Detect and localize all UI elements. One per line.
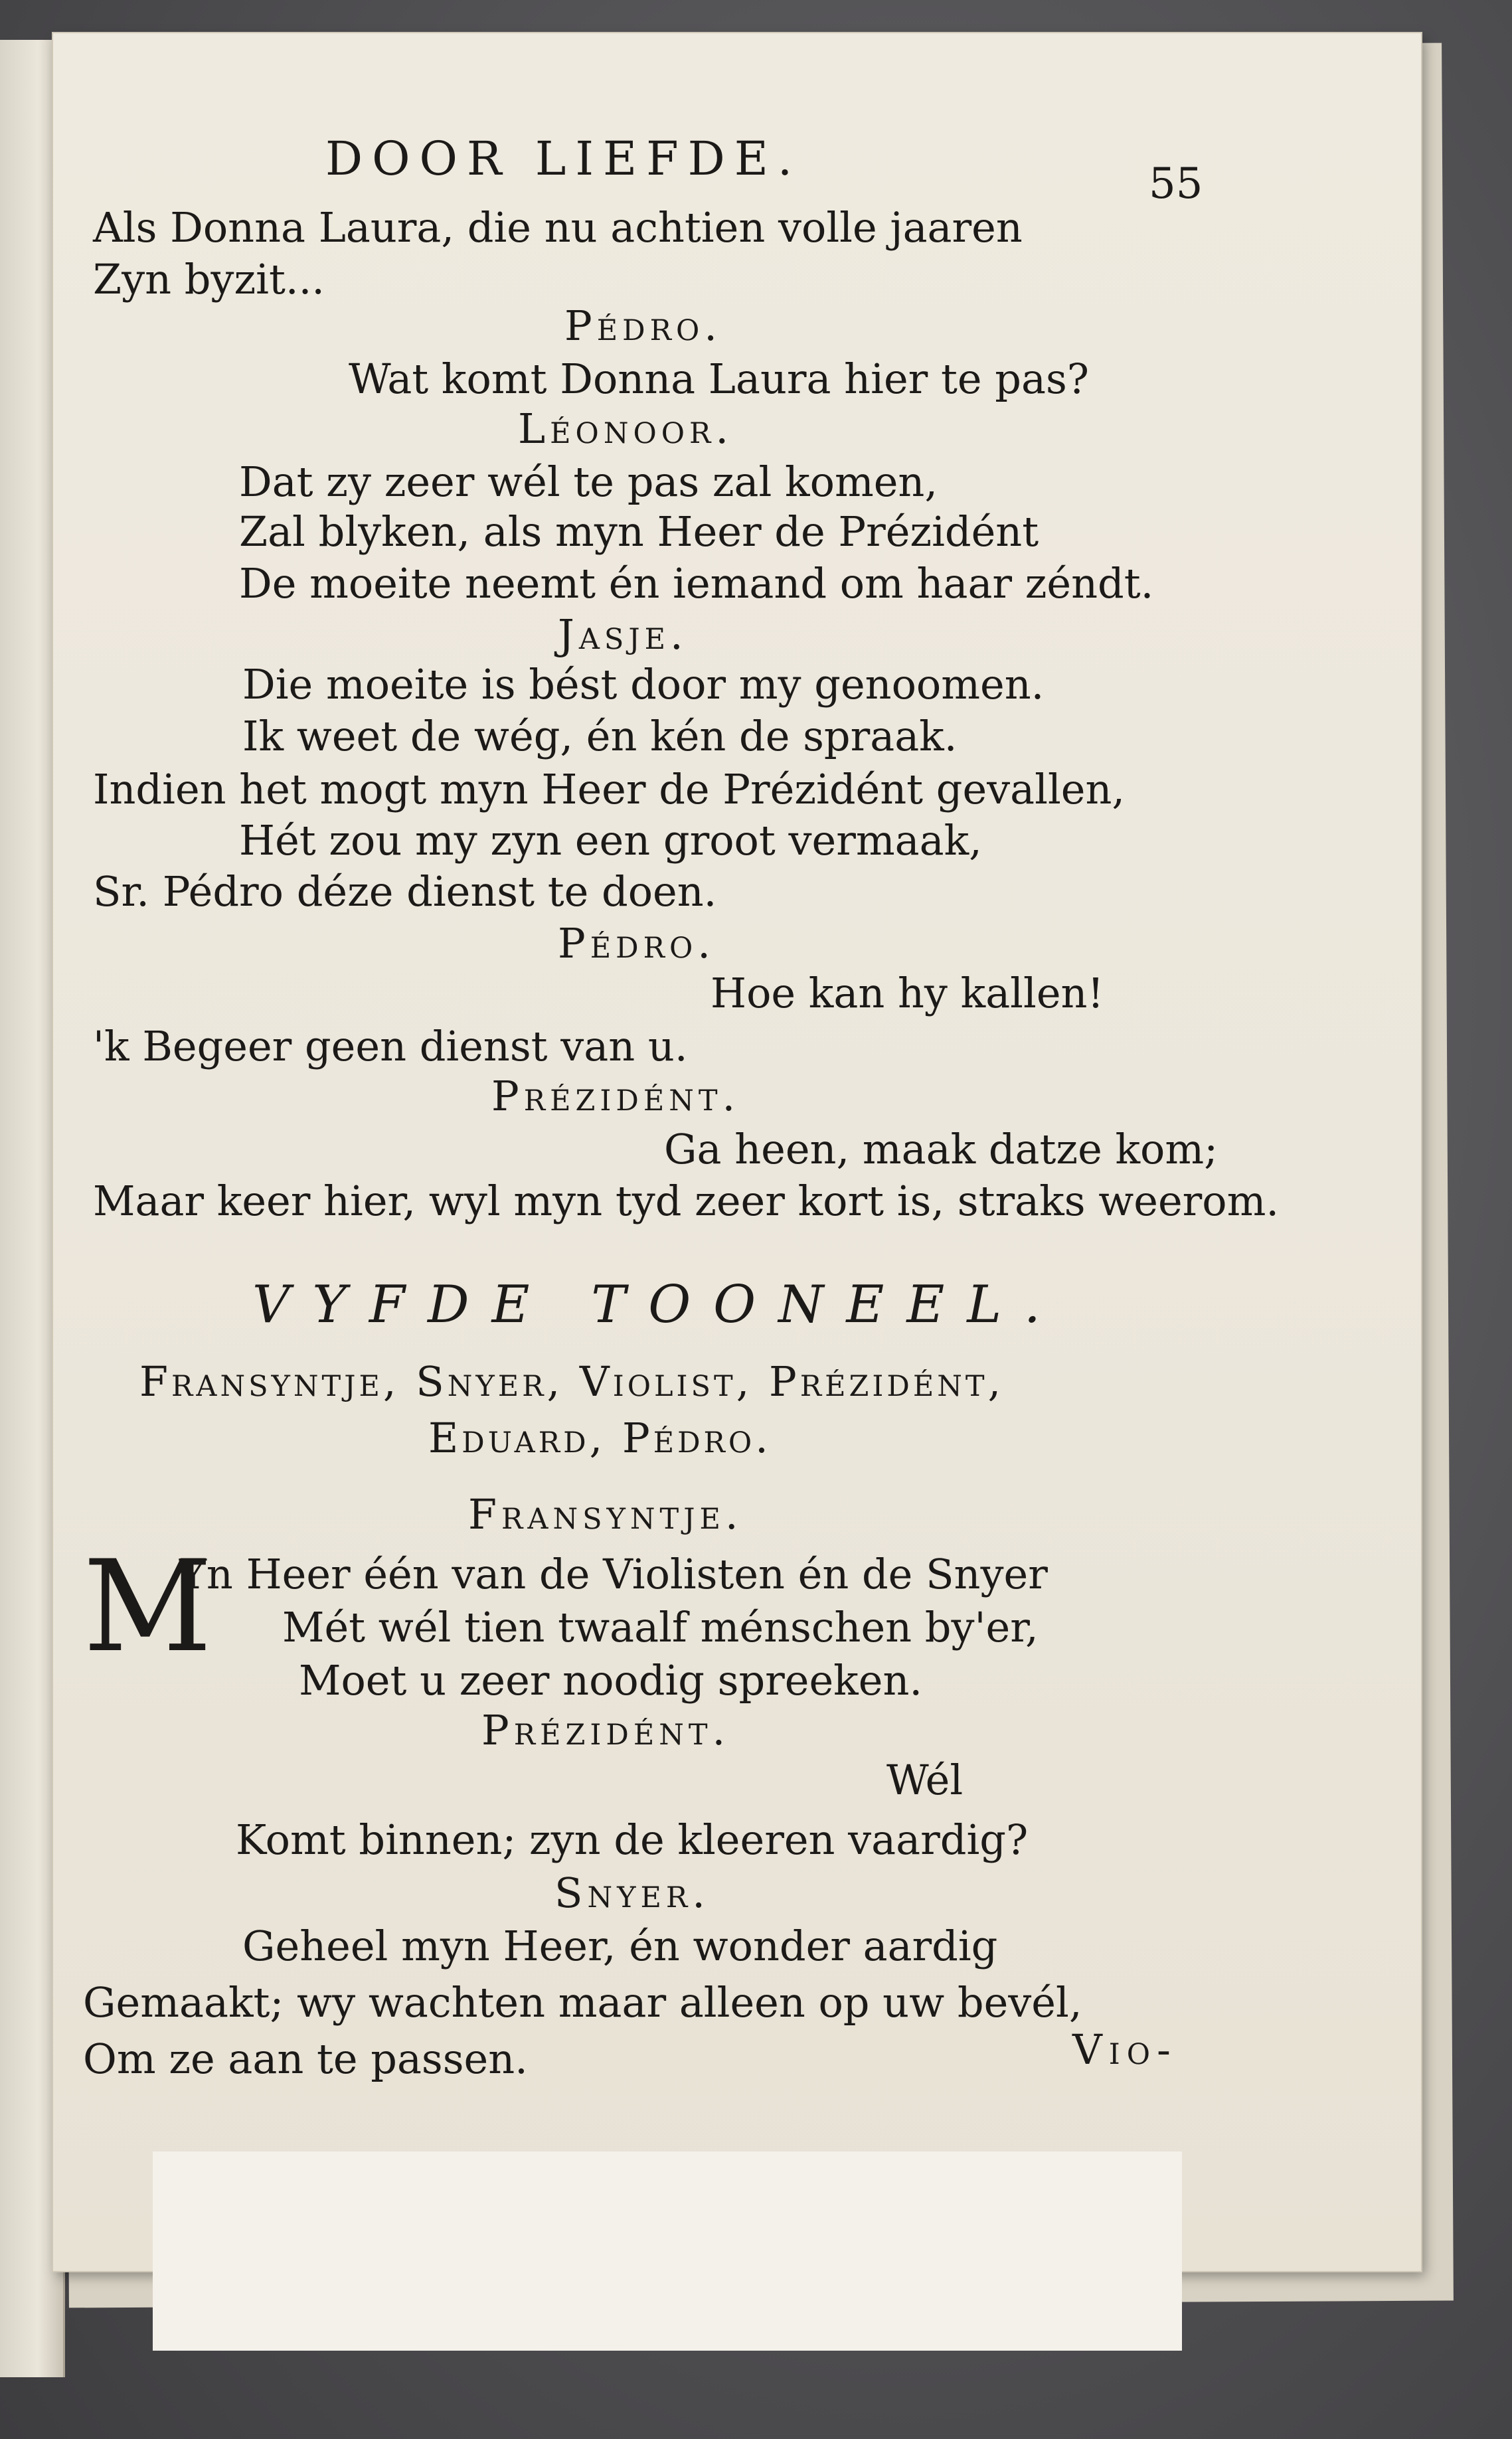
scene-heading: VYFDE TOONEEL. — [252, 1275, 1063, 1335]
verse-line: Als Donna Laura, die nu achtien volle jaaren — [93, 203, 1023, 252]
speaker-name: Prézidént. — [491, 1072, 740, 1120]
verse-line: Wél — [886, 1756, 964, 1804]
verse-line: Maar keer hier, wyl myn tyd zeer kort is, straks weerom. — [93, 1177, 1280, 1225]
verse-line: 'k Begeer geen dienst van u. — [93, 1022, 688, 1070]
cast-list: Fransyntje, Snyer, Violist, Prézidént, — [139, 1357, 1005, 1406]
verse-line: Komt binnen; zyn de kleeren vaardig? — [236, 1815, 1029, 1864]
verse-line: Geheel myn Heer, én wonder aardig — [242, 1922, 998, 1970]
speaker-name: Pédro. — [558, 919, 715, 967]
speaker-name: Léonoor. — [518, 404, 734, 453]
book-page — [53, 33, 1421, 2271]
speaker-name: Prézidént. — [481, 1706, 730, 1754]
page-number: 55 — [1149, 159, 1203, 209]
verse-line: Yn Heer één van de Violisten én de Snyer — [179, 1550, 1048, 1598]
verse-line: Zal blyken, als myn Heer de Prézidént — [239, 507, 1039, 556]
running-title: DOOR LIEFDE. — [325, 131, 802, 186]
verse-line: Indien het mogt myn Heer de Prézidént gevallen, — [93, 765, 1126, 813]
verse-line: Moet u zeer noodig spreeken. — [299, 1656, 923, 1705]
cast-list: Eduard, Pédro. — [428, 1414, 772, 1462]
verse-line: De moeite neemt én iemand om haar zéndt. — [239, 559, 1154, 608]
verse-line: Hoe kan hy kallen! — [711, 969, 1104, 1017]
speaker-name: Snyer. — [554, 1869, 710, 1917]
verse-line: Sr. Pédro déze dienst te doen. — [93, 867, 717, 916]
verse-line: Ga heen, maak datze kom; — [664, 1125, 1218, 1173]
speaker-name: Pédro. — [564, 301, 722, 350]
verse-line: Hét zou my zyn een groot vermaak, — [239, 816, 982, 865]
speaker-name: Fransyntje. — [468, 1490, 743, 1539]
verse-line: Dat zy zeer wél te pas zal komen, — [239, 458, 938, 506]
paper-patch — [153, 2151, 1182, 2351]
verse-line: Om ze aan te passen. — [83, 2035, 528, 2083]
speaker-name: Jasje. — [558, 610, 688, 659]
catchword: Vio- — [1072, 2025, 1177, 2074]
verse-line: Die moeite is bést door my genoomen. — [242, 660, 1045, 709]
verse-line: Ik weet de wég, én kén de spraak. — [242, 712, 958, 760]
verse-line: Wat komt Donna Laura hier te pas? — [349, 355, 1090, 403]
drop-capital: M — [83, 1533, 212, 1680]
verse-line: Gemaakt; wy wachten maar alleen op uw bevél, — [83, 1978, 1082, 2027]
verse-line: Zyn byzit... — [93, 255, 325, 303]
verse-line: Mét wél tien twaalf ménschen by'er, — [282, 1603, 1039, 1651]
